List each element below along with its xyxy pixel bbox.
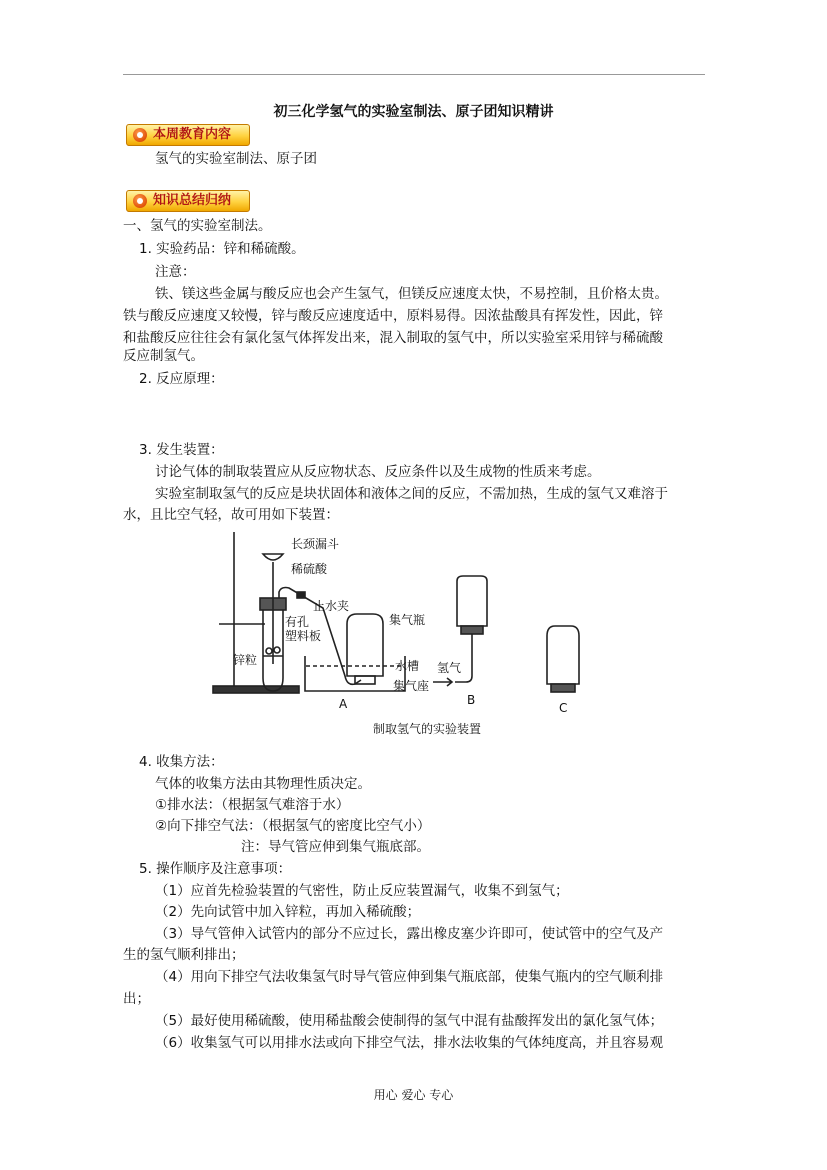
bullet-icon [133,128,147,142]
label-A: A [339,697,348,711]
label-B: B [467,693,476,707]
item-5: 5. 操作顺序及注意事项： [139,861,292,877]
step-4-cont: 出； [123,991,150,1007]
page-footer: 用心 爱心 专心 [373,1088,454,1102]
heading-1: 一、氢气的实验室制法。 [123,218,272,234]
section-badge-weekly-content [126,124,250,146]
note-label: 注意： [155,264,196,280]
label-zinc: 锌粒 [233,653,258,667]
step-6: （6）收集氢气可以用排水法或向下排空气法，排水法收集的气体纯度高，并且容易观 [155,1035,664,1051]
section-badge-summary [126,190,250,212]
paragraph-line: 反应制氢气。 [123,348,204,364]
label-acid: 稀硫酸 [291,562,328,576]
arrow-icon [433,678,452,686]
stand-base [213,686,299,693]
zinc-granule [274,647,280,653]
method-1: ①排水法：（根据氢气难溶于水） [155,797,350,813]
weekly-content-text: 氢气的实验室制法、原子团 [155,151,317,167]
paragraph-line: 铁与酸反应速度又较慢，锌与酸反应速度适中，原料易得。因浓盐酸具有挥发性，因此，锌 [123,308,663,324]
step-3: （3）导气管伸入试管内的部分不应过长，露出橡皮塞少许即可，使试管中的空气及产 [155,926,664,942]
method-2: ②向下排空气法：（根据氢气的密度比空气小） [155,818,431,834]
paragraph-line: 实验室制取氢气的反应是块状固体和液体之间的反应，不需加热，生成的氢气又难溶于 [155,486,668,502]
item-4: 4. 收集方法： [139,754,224,770]
label-C: C [559,701,568,715]
long-neck-funnel [263,554,283,560]
step-5: （5）最好使用稀硫酸，使用稀盐酸会使制得的氢气中混有盐酸挥发出的氯化氢气体； [155,1013,664,1029]
paragraph-line: 讨论气体的制取装置应从反应物状态、反应条件以及生成物的性质来考虑。 [155,464,601,480]
gas-jar-c [547,626,579,684]
gas-jar-b [457,576,487,626]
label-gas: 氢气 [437,661,462,675]
item-2: 2. 反应原理： [139,371,224,387]
paragraph-line: 水，且比空气轻，故可用如下装置： [123,507,339,523]
method-2-note: 注：导气管应伸到集气瓶底部。 [241,839,430,855]
page-title: 初三化学氢气的实验室制法、原子团知识精讲 [273,104,554,120]
jar-b-mouth [461,626,483,634]
label-trough: 水槽 [395,659,420,673]
water-trough [305,656,405,691]
step-2: （2）先向试管中加入锌粒，再加入稀硫酸； [155,904,421,920]
header-rule [123,74,705,75]
step-1: （1）应首先检验装置的气密性，防止反应装置漏气，收集不到氢气； [155,883,569,899]
badge-label: 知识总结归纳 [153,193,232,208]
label-plate-2: 塑料板 [285,629,322,643]
paragraph-line: 和盐酸反应往往会有氯化氢气体挥发出来，混入制取的氢气中，所以实验室采用锌与稀硫酸 [123,330,663,346]
bullet-icon [133,194,147,208]
paragraph-line: 铁、镁这些金属与酸反应也会产生氢气，但镁反应速度太快，不易控制，且价格太贵。 [155,286,668,302]
step-3-cont: 生的氢气顺利排出； [123,947,245,963]
step-4: （4）用向下排空气法收集氢气时导气管应伸到集气瓶底部，使集气瓶内的空气顺利排 [155,969,664,985]
stop-clamp [297,592,305,598]
item-1: 1. 实验药品：锌和稀硫酸。 [139,241,305,257]
label-clamp: 止水夹 [313,599,350,613]
figure-caption: 制取氢气的实验装置 [373,722,482,736]
apparatus-figure [205,526,605,740]
label-plate-1: 有孔 [285,615,310,629]
label-stand: 集气座 [393,679,430,693]
paragraph-line: 气体的收集方法由其物理性质决定。 [155,776,371,792]
badge-label: 本周教育内容 [153,127,232,142]
label-bottle: 集气瓶 [389,613,426,627]
item-3: 3. 发生装置： [139,442,224,458]
zinc-granule [266,648,272,654]
jar-c-mouth [551,684,575,692]
label-funnel: 长颈漏斗 [291,537,340,551]
